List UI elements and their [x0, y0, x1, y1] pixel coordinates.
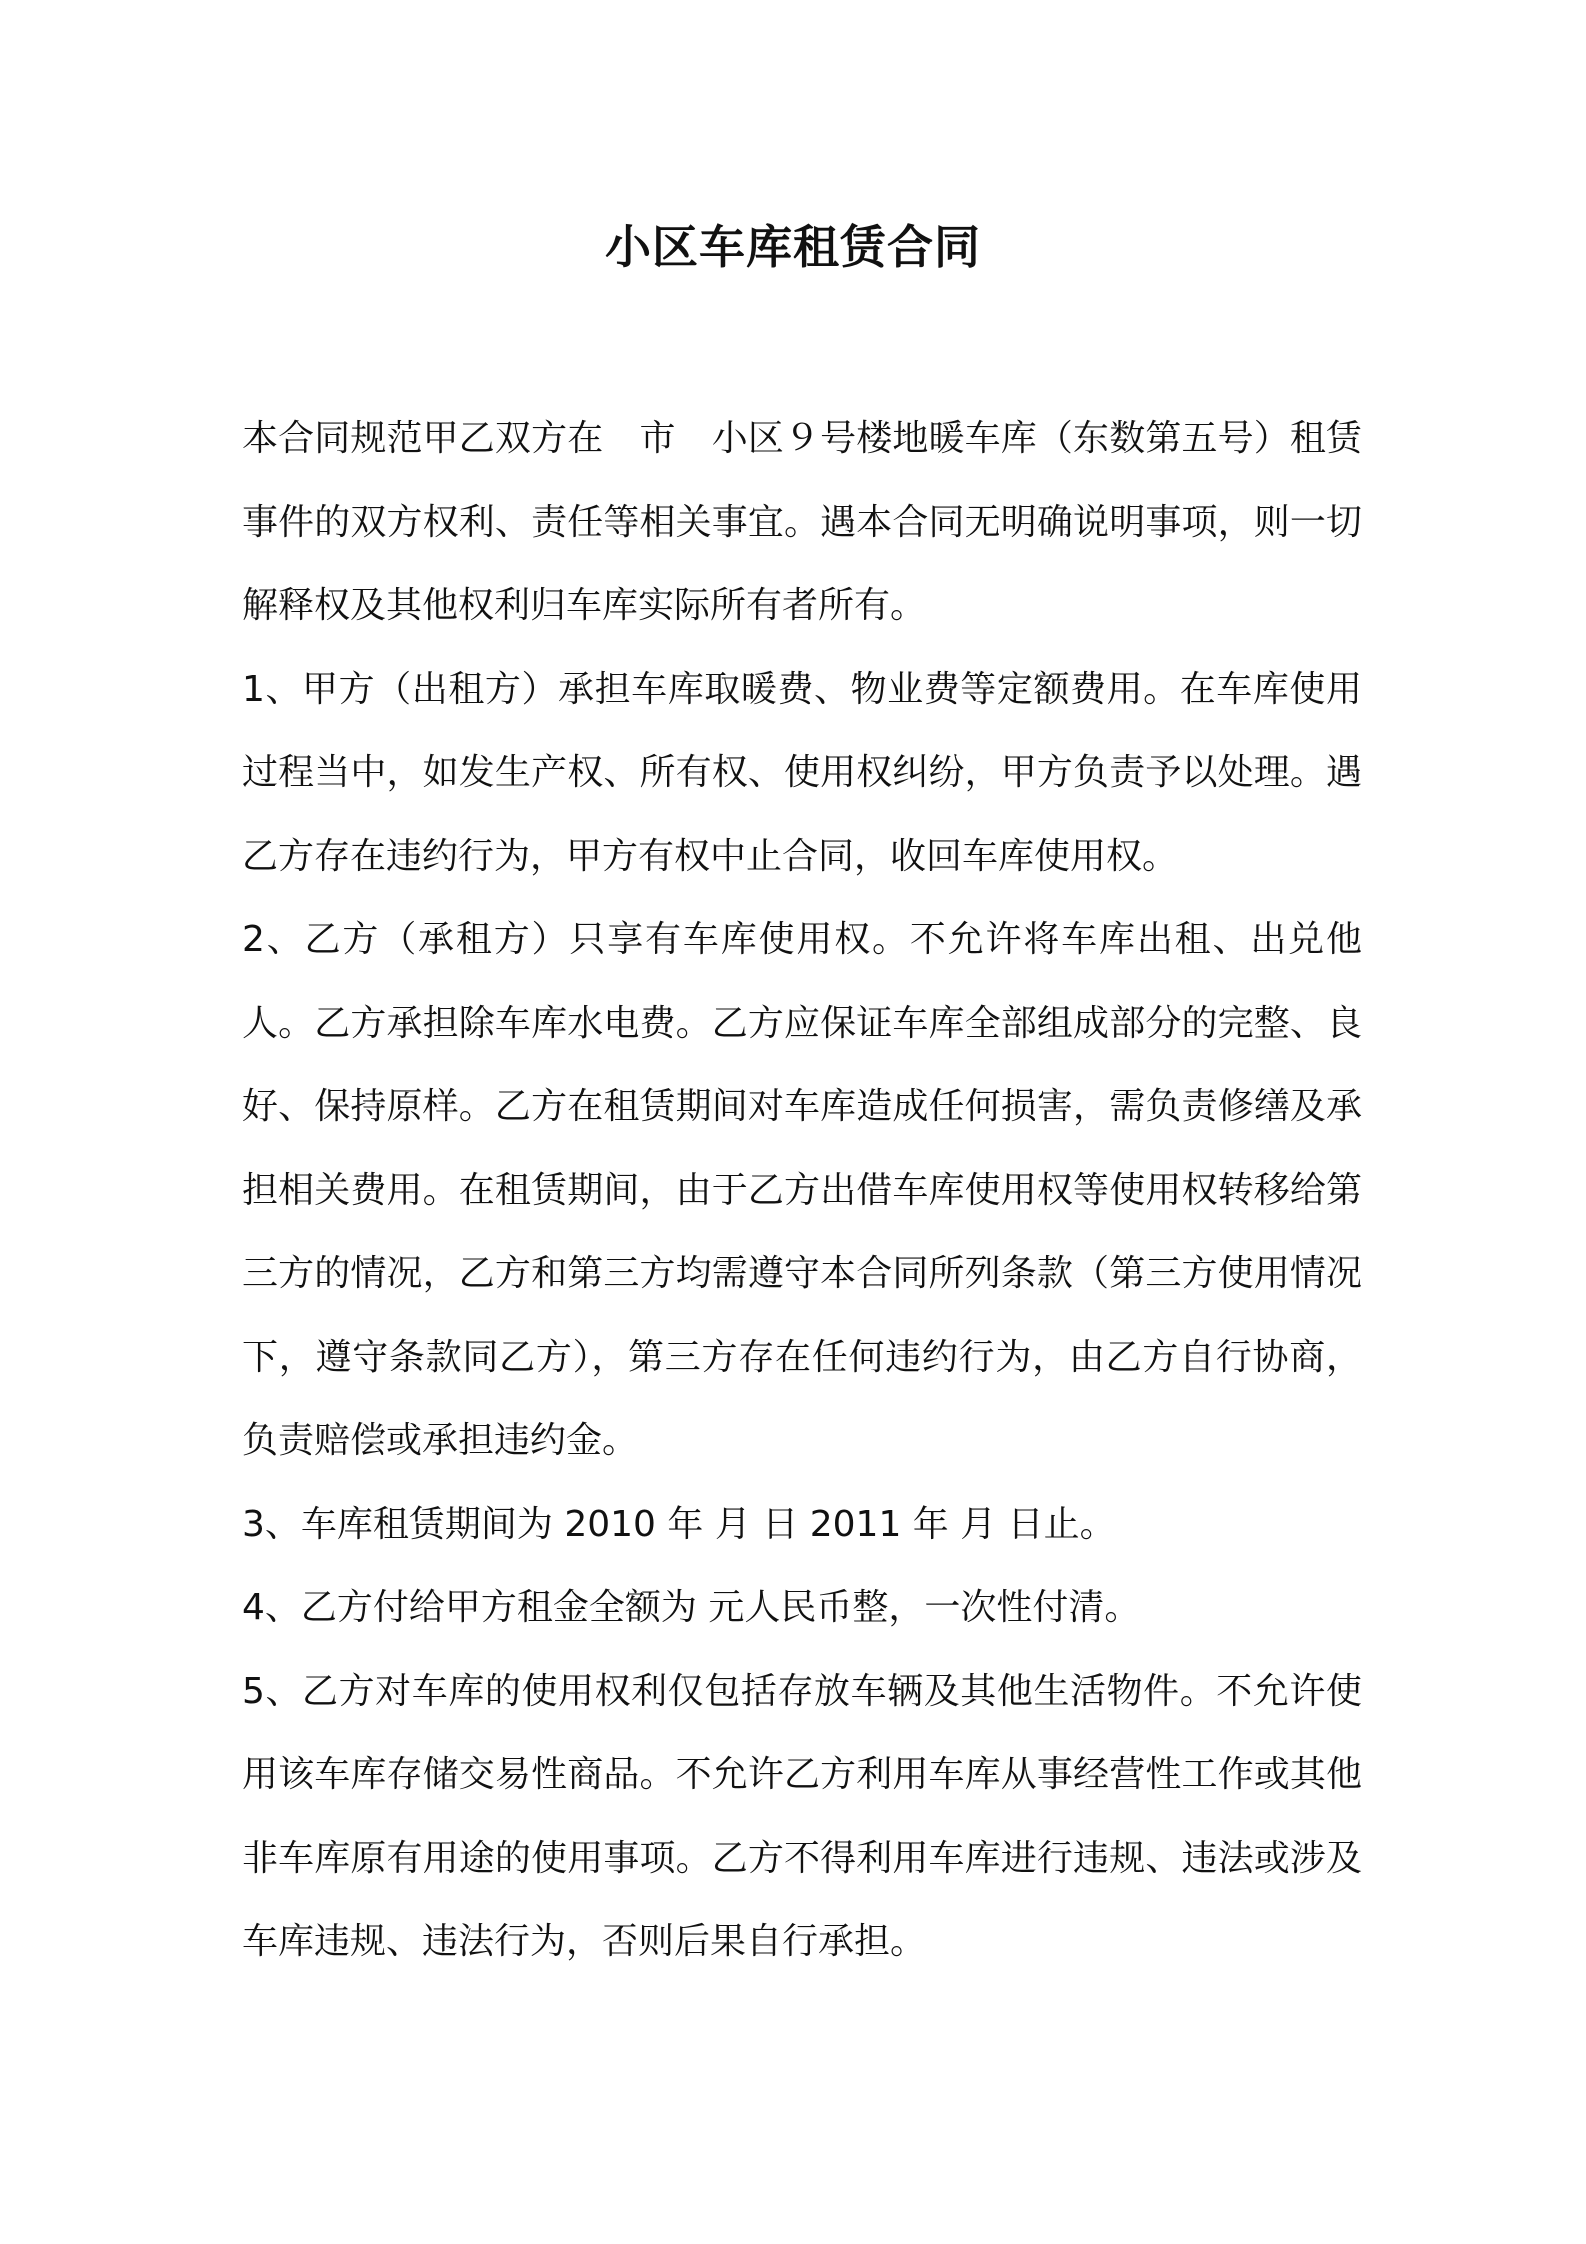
document-title: 小区车库租赁合同: [605, 220, 981, 274]
document-body: [242, 397, 1362, 1984]
clause-1: 1、甲方（出租方）承担车库取暖费、物业费等定额费用。在车库使用过程当中，如发生产权、所有权、使用权纠纷，甲方负责予以处理。遇乙方存在违约行为，甲方有权中止合同，收回车库使用权。: [242, 668, 1362, 877]
clause-2: 2、乙方（承租方）只享有车库使用权。不允许将车库出租、出兑他人。乙方承担除车库水电费。乙方应保证车库全部组成部分的完整、良好、保持原样。乙方在租赁期间对车库造成任何损害，需负责修缮及承担相关费用。在租赁期间，由于乙方出借车库使用权等使用权转移给第三方的情况，乙方和第三方均需遵守本合同所列条款（第三方使用情况下，遵守条款同乙方），第三方存在任何违约行为，由乙方自行协商，负责赔偿或承担违约金。: [242, 919, 1362, 1461]
clause-3: 3、车库租赁期间为 2010 年 月 日 2011 年 月 日止。: [242, 1503, 1116, 1545]
clause-4: 4、乙方付给甲方租金全额为 元人民币整，一次性付清。: [242, 1587, 1141, 1628]
intro-paragraph: 本合同规范甲乙双方在 市 小区９号楼地暖车库（东数第五号）租赁事件的双方权利、责任等相关事宜。遇本合同无明确说明事项，则一切解释权及其他权利归车库实际所有者所有。: [242, 418, 1362, 626]
clause-5: 5、乙方对车库的使用权利仅包括存放车辆及其他生活物件。不允许使用该车库存储交易性商品。不允许乙方利用车库从事经营性工作或其他非车库原有用途的使用事项。乙方不得利用车库进行违规、违法或涉及车库违规、违法行为，否则后果自行承担。: [242, 1670, 1362, 1962]
